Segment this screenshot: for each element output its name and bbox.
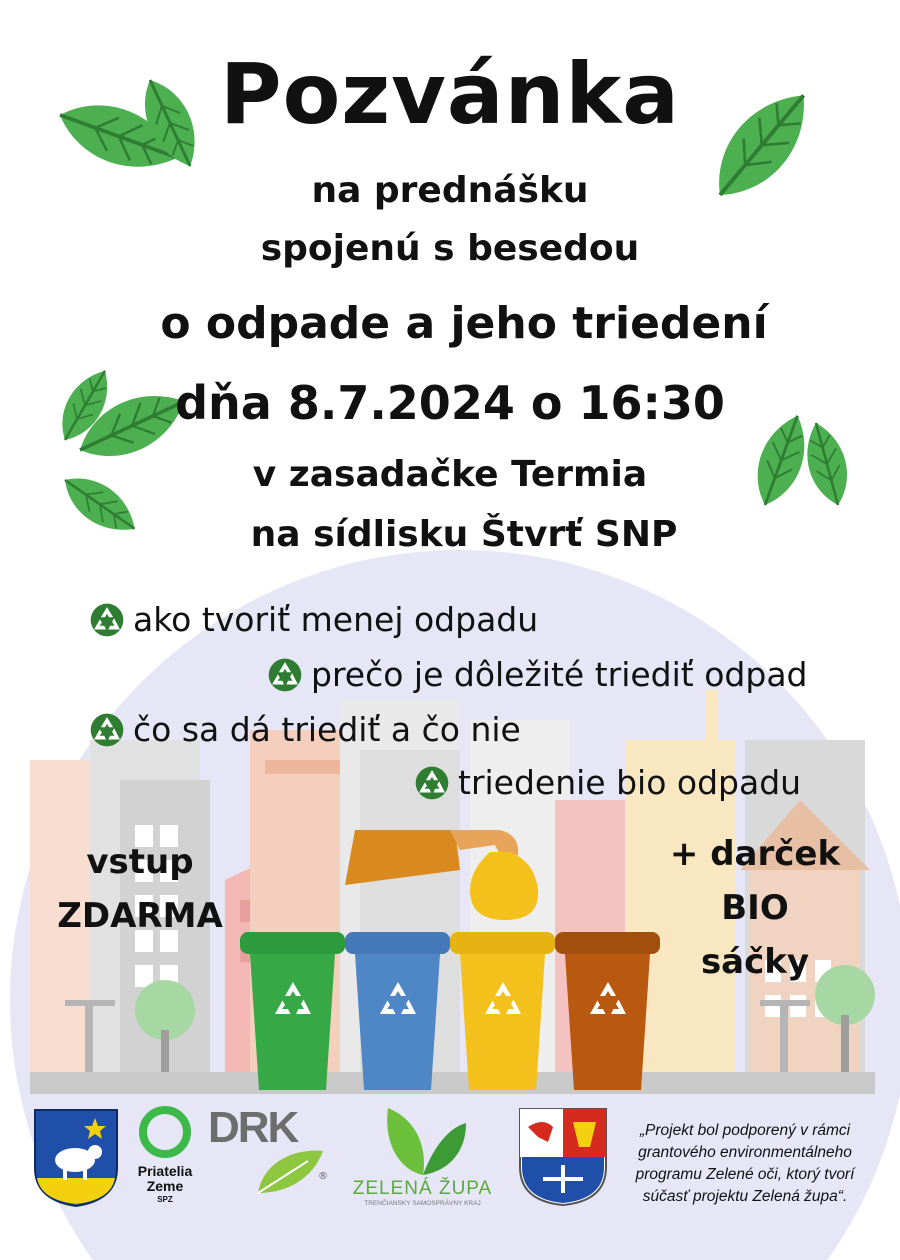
- event-date: dňa 8.7.2024 o 16:30: [175, 376, 725, 430]
- gift-line-3: sáčky: [700, 942, 810, 982]
- municipality-coat-of-arms: [33, 1108, 119, 1208]
- list-item: [268, 655, 807, 694]
- subtitle-line-1: na prednášku: [311, 170, 589, 211]
- topic-heading: o odpade a jeho triedení: [160, 298, 768, 349]
- drk-text: DRK: [208, 1103, 298, 1152]
- recycle-icon: [90, 713, 124, 747]
- entry-info: [55, 835, 225, 943]
- recycle-icon: [268, 658, 302, 692]
- ring-icon: [130, 1105, 200, 1160]
- priatelia-line-2: Zeme: [146, 1178, 184, 1194]
- subtitle-line-2: spojenú s besedou: [260, 228, 640, 269]
- gift-line-2: BIO: [721, 888, 789, 928]
- zelena-zupa-logo: [340, 1103, 505, 1207]
- bullet-text: ako tvoriť menej odpadu: [133, 600, 539, 639]
- gift-info: [660, 827, 850, 989]
- page-title: Pozvánka: [220, 45, 680, 143]
- priatelia-line-1: Priatelia: [137, 1163, 193, 1179]
- zelena-zupa-name: ZELENÁ ŽUPA: [352, 1178, 493, 1199]
- venue-line-1: v zasadačke Termia: [252, 454, 648, 495]
- list-item: [90, 710, 521, 749]
- region-coat-of-arms: [518, 1107, 608, 1207]
- leaf-icon: [248, 1143, 328, 1198]
- entry-line-1: vstup: [86, 842, 194, 882]
- recycle-icon: [90, 603, 124, 637]
- sprout-icon: [378, 1103, 468, 1178]
- bullet-text: prečo je dôležité triediť odpad: [311, 655, 808, 694]
- venue-line-2: na sídlisku Štvrť SNP: [250, 514, 678, 555]
- gift-line-1: + darček: [669, 834, 841, 874]
- priatelia-zeme-logo: [130, 1105, 200, 1206]
- bullet-text: čo sa dá triediť a čo nie: [133, 710, 521, 749]
- registered-mark-icon: ®: [318, 1171, 328, 1182]
- entry-line-2: ZDARMA: [57, 896, 223, 936]
- list-item: [415, 763, 801, 802]
- recycle-icon: [415, 766, 449, 800]
- project-support-note: „Projekt bol podporený v rámci grantového environmentálneho programu Zelené oči, ktorý tvorí súčasť projektu Zelená župa“.: [635, 1122, 855, 1205]
- zelena-zupa-tagline: TRENČIANSKY SAMOSPRÁVNY KRAJ: [364, 1200, 481, 1207]
- bullet-text: triedenie bio odpadu: [458, 763, 802, 802]
- priatelia-line-3: SPZ: [157, 1195, 173, 1204]
- list-item: [90, 600, 538, 639]
- drk-logo: [208, 1103, 333, 1203]
